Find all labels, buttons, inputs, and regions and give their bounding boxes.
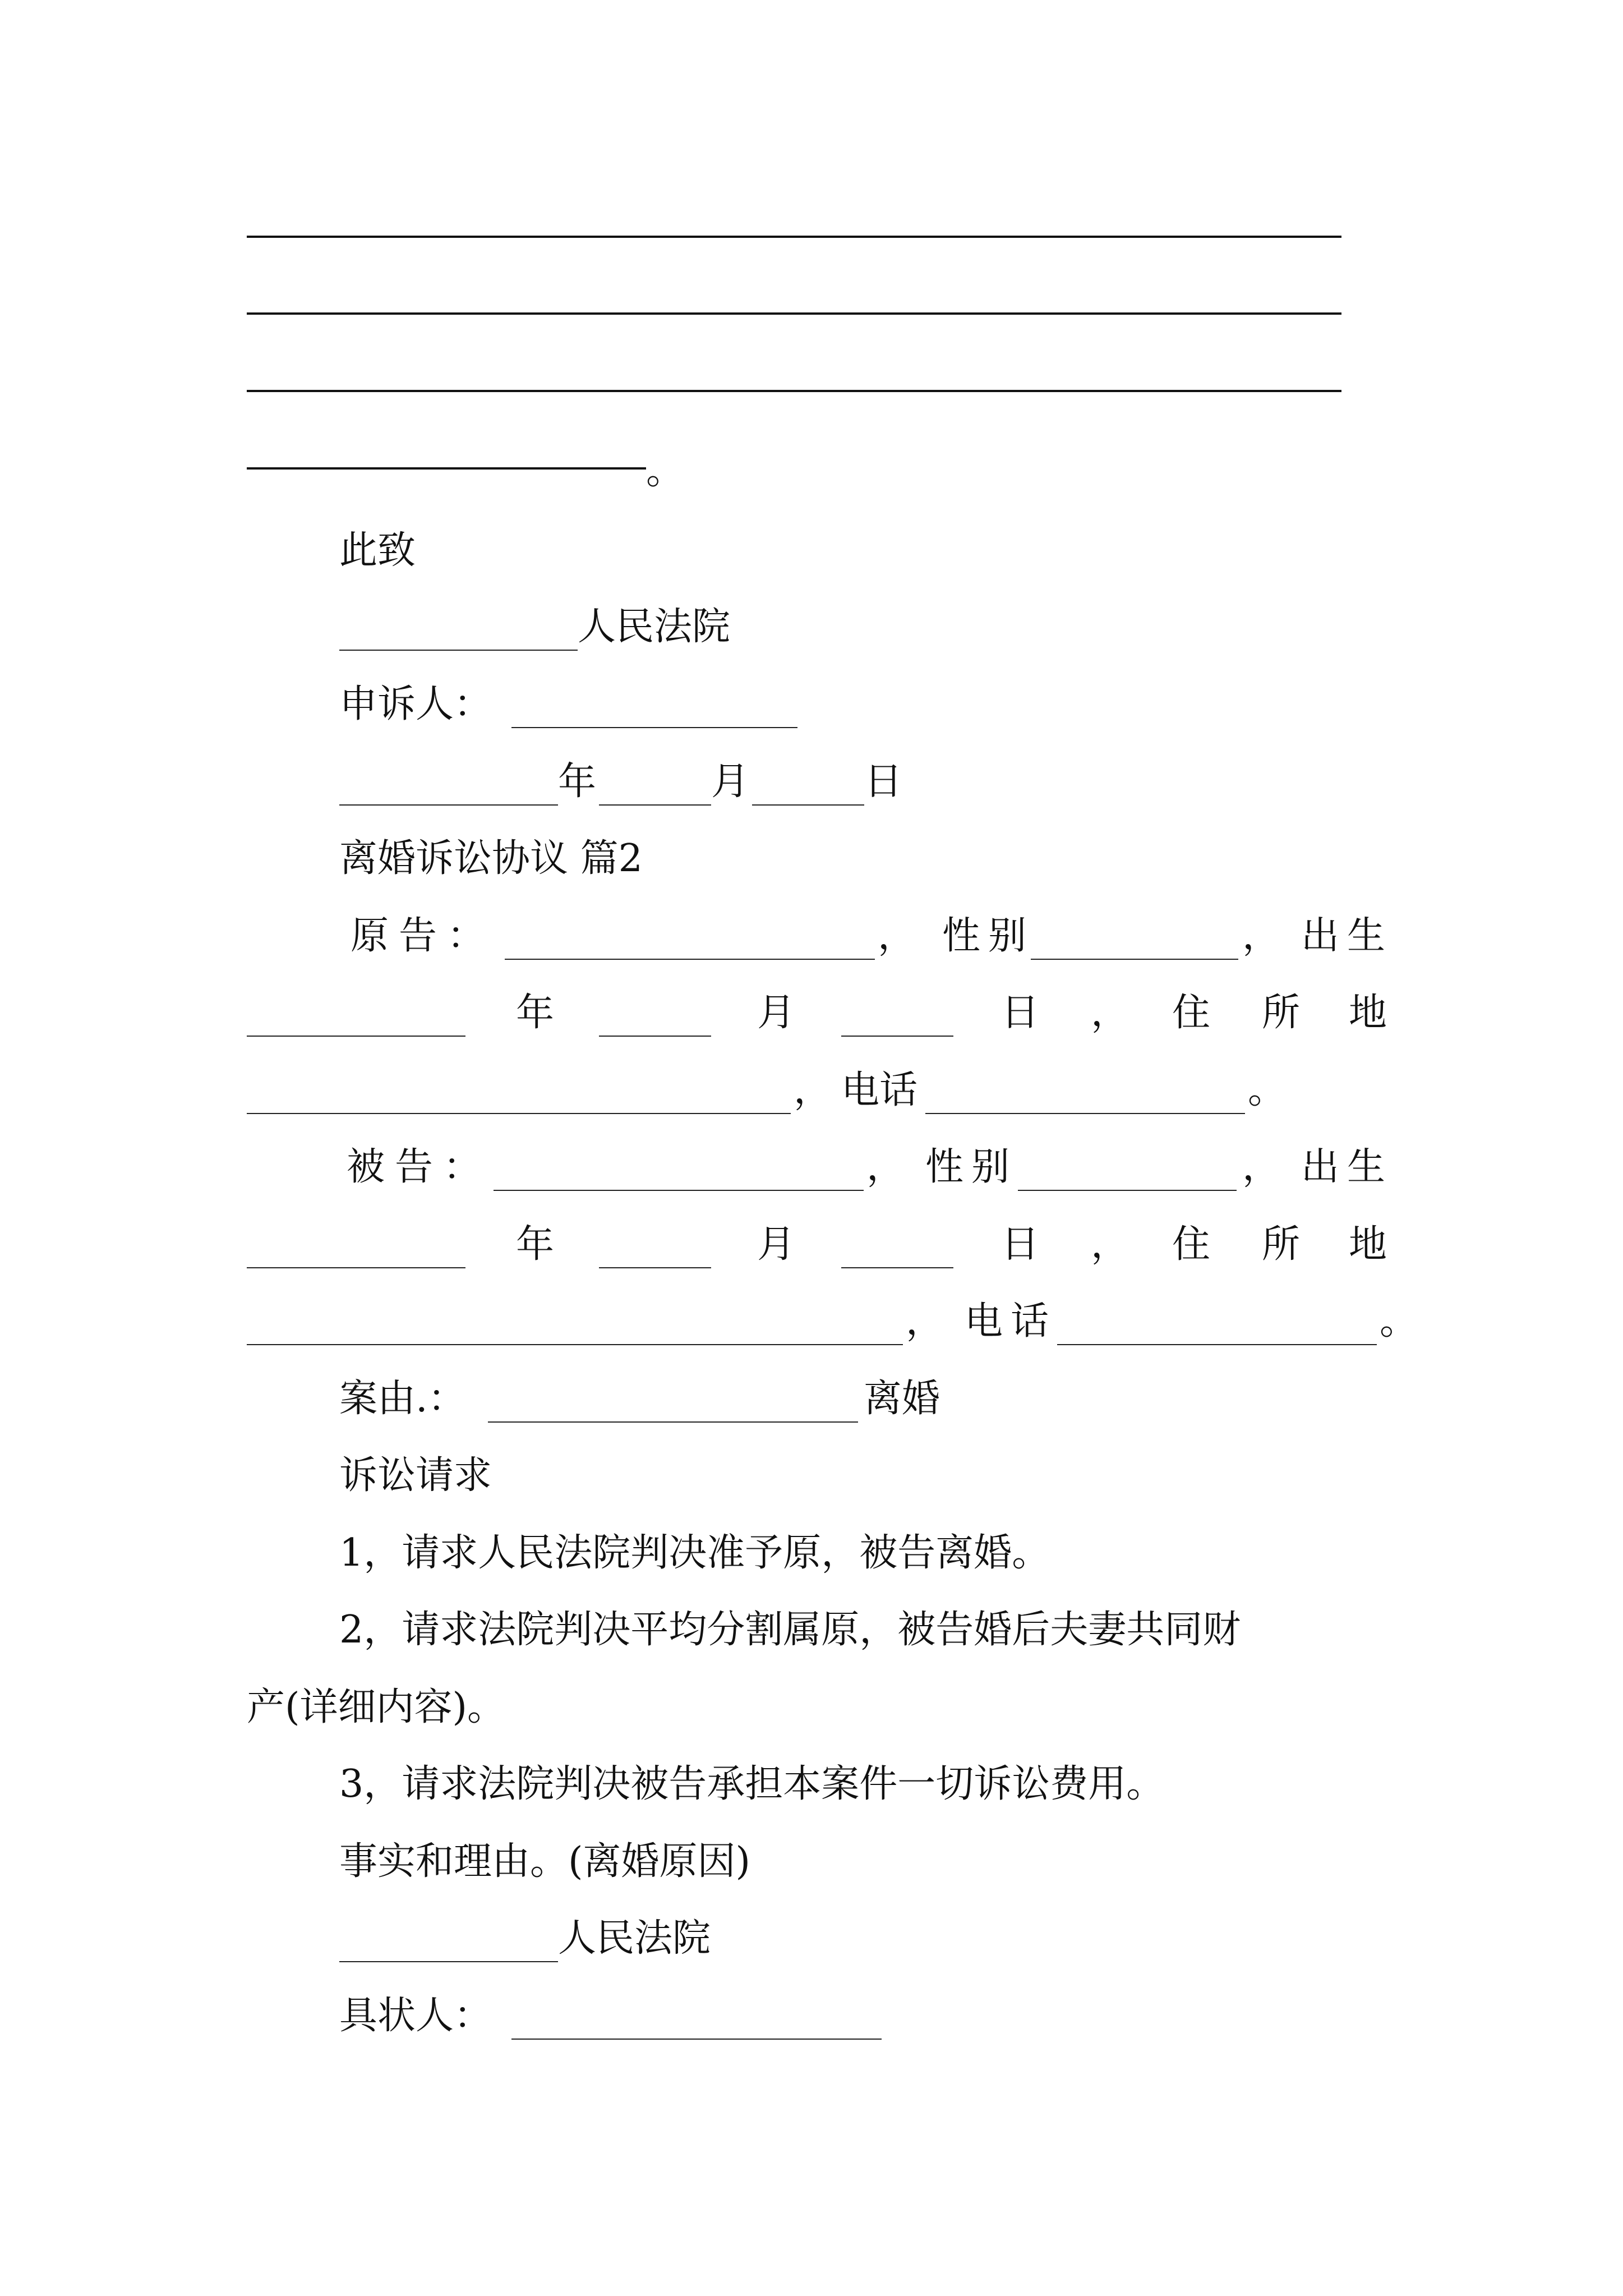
facts-heading: 事实和理由。(离婚原因) (339, 1839, 751, 1884)
court-suffix: 人民法院 (578, 605, 731, 649)
claim-3: 3，请求法院判决被告承担本案件一切诉讼费用。 (339, 1762, 1165, 1806)
defendant-gender-label: 性别 (925, 1145, 1018, 1189)
plaintiff-gender-label: 性别 (942, 914, 1035, 958)
end-mark: 。 (646, 449, 685, 493)
plaintiff-label: 原告： (351, 914, 496, 958)
claim-2-continued: 产(详细内容)。 (247, 1685, 506, 1729)
plaintiff-addr-1: 住 (1172, 991, 1211, 1035)
blank-rule-line-1 (247, 236, 1341, 238)
court2-suffix: 人民法院 (558, 1916, 711, 1961)
defendant-gender-blank (1018, 1190, 1237, 1191)
defendant-phone-label: 电话 (965, 1299, 1057, 1343)
defendant-end: 。 (1380, 1299, 1418, 1343)
defendant-sep1: ， (866, 1145, 905, 1189)
claim-1: 1，请求人民法院判决准予原，被告离婚。 (339, 1531, 1050, 1575)
defendant-sep3: ， (906, 1299, 944, 1343)
claim-2: 2，请求法院判决平均分割属原，被告婚后夫妻共同财 (339, 1608, 1241, 1652)
defendant-addr-1: 住 (1172, 1222, 1211, 1267)
section-title: 离婚诉讼协议 篇2 (339, 836, 643, 881)
defendant-line-3 (0, 1294, 1623, 1350)
plaintiff-year: 年 (516, 991, 555, 1035)
plaintiff-address-blank (247, 1113, 791, 1114)
appellant-label: 申诉人： (339, 682, 492, 726)
defendant-month-blank (599, 1267, 711, 1268)
plaintiff-line-1 (0, 908, 1623, 964)
plaintiff-line-2 (0, 985, 1623, 1041)
plaintiff-addr-2: 所 (1262, 991, 1301, 1035)
defendant-address-blank (247, 1344, 903, 1345)
defendant-day: 日 (1001, 1222, 1040, 1267)
plaintiff-line-3 (0, 1062, 1623, 1119)
defendant-birth-label: 出生 (1301, 1145, 1394, 1189)
plaintiff-sep2: ， (1242, 914, 1281, 958)
defendant-month: 月 (757, 1222, 796, 1267)
cause-label: 案由.： (339, 1377, 466, 1421)
cause-value: 离婚 (864, 1377, 940, 1421)
plaintiff-name-blank (505, 959, 875, 960)
plaintiff-sep1: ， (878, 914, 916, 958)
salutation: 此致 (339, 528, 416, 573)
appellant-blank (511, 727, 797, 728)
cause-line (0, 1371, 1623, 1427)
defendant-name-blank (494, 1190, 864, 1191)
blank-rule-line-3 (247, 390, 1341, 392)
day-blank (752, 804, 864, 806)
plaintiff-day: 日 (1001, 991, 1040, 1035)
blank-rule-line-2 (247, 312, 1341, 315)
month-blank (599, 804, 711, 806)
plaintiff-month-blank (599, 1036, 711, 1037)
date-line (0, 754, 1623, 810)
court-name-blank (339, 650, 578, 651)
plaintiff-addr-3: 地 (1349, 991, 1387, 1035)
month-label: 月 (711, 760, 750, 804)
plaintiff-gender-blank (1031, 959, 1238, 960)
defendant-year-blank (247, 1267, 465, 1268)
defendant-addr-3: 地 (1349, 1222, 1387, 1267)
claims-heading: 诉讼请求 (339, 1453, 492, 1498)
plaintiff-year-blank (247, 1036, 465, 1037)
day-label: 日 (864, 760, 903, 804)
plaintiff-comma: ， (1091, 991, 1129, 1035)
defendant-line-1 (0, 1139, 1623, 1195)
court2-name-blank (339, 1961, 558, 1962)
blank-rule-line-4 (247, 467, 646, 470)
defendant-addr-2: 所 (1262, 1222, 1301, 1267)
year-blank (339, 804, 558, 806)
signer-blank (511, 2039, 882, 2040)
defendant-line-2 (0, 1217, 1623, 1273)
defendant-day-blank (841, 1267, 953, 1268)
year-label: 年 (558, 760, 597, 804)
plaintiff-day-blank (841, 1036, 953, 1037)
plaintiff-month: 月 (757, 991, 796, 1035)
plaintiff-birth-label: 出生 (1301, 914, 1394, 958)
plaintiff-end: 。 (1248, 1068, 1287, 1112)
cause-blank (488, 1421, 858, 1423)
defendant-year: 年 (516, 1222, 555, 1267)
defendant-sep2: ， (1242, 1145, 1281, 1189)
signer-label: 具状人： (339, 1994, 492, 2038)
plaintiff-phone-label: 电话 (841, 1068, 918, 1112)
defendant-comma: ， (1091, 1222, 1129, 1267)
defendant-label: 被告： (347, 1145, 492, 1189)
defendant-phone-blank (1057, 1344, 1377, 1345)
plaintiff-sep3: ， (794, 1068, 832, 1112)
plaintiff-phone-blank (925, 1113, 1245, 1114)
